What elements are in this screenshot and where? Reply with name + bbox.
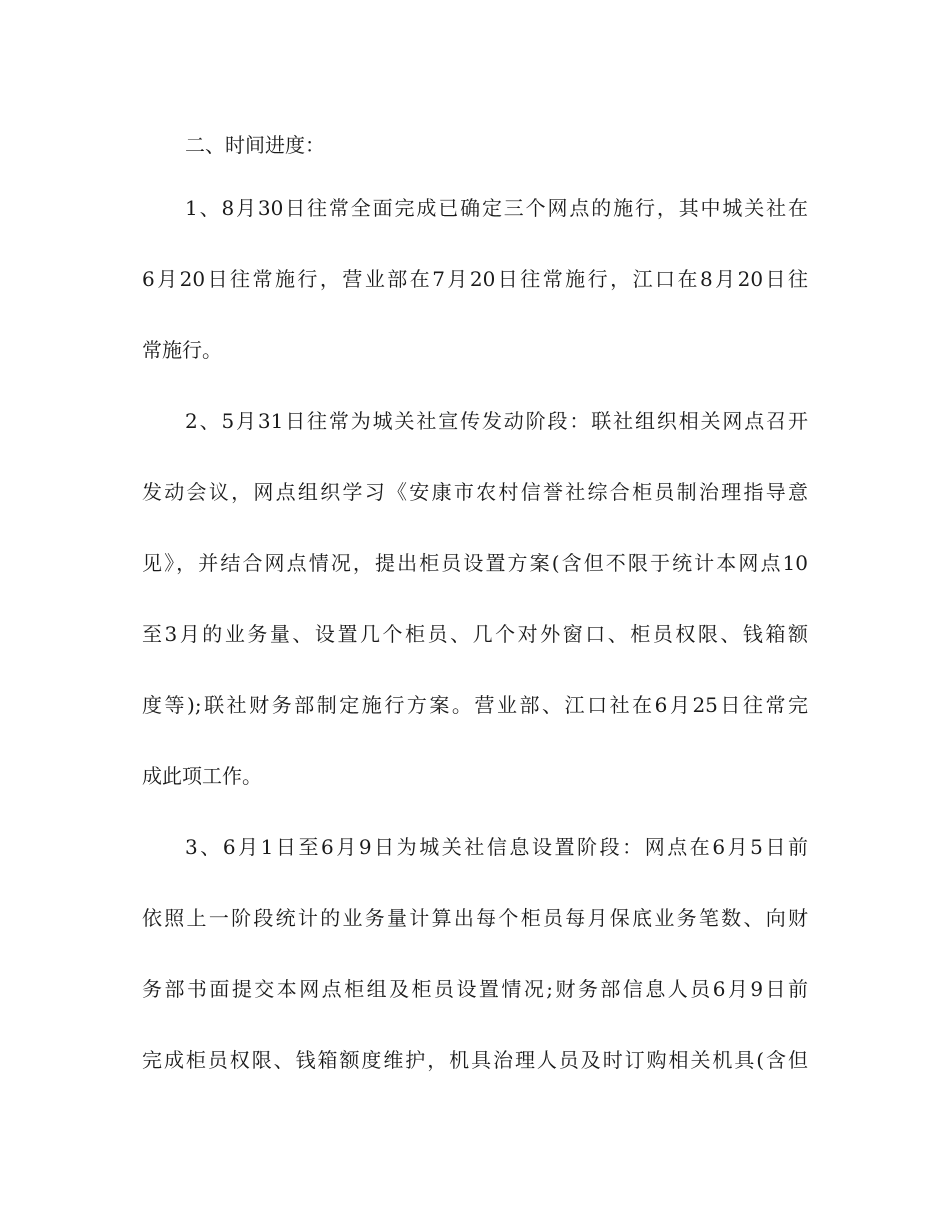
paragraph-2-line-3: 见》，并结合网点情况，提出柜员设置方案(含但不限于统计本网点10 xyxy=(142,551,808,575)
paragraph-3-line-1: 3、6月1日至6月9日为城关社信息设置阶段：网点在6月5日前 xyxy=(185,835,808,859)
paragraph-2-line-1: 2、5月31日往常为城关社宣传发动阶段：联社组织相关网点召开 xyxy=(185,409,808,433)
section-heading: 二、时间进度： xyxy=(185,133,325,157)
paragraph-1-line-3: 常施行。 xyxy=(142,338,222,362)
paragraph-1-line-2: 6月20日往常施行，营业部在7月20日往常施行，江口在8月20日往 xyxy=(142,267,808,291)
paragraph-3-line-4: 完成柜员权限、钱箱额度维护，机具治理人员及时订购相关机具(含但 xyxy=(142,1048,808,1072)
paragraph-3-line-2: 依照上一阶段统计的业务量计算出每个柜员每月保底业务笔数、向财 xyxy=(142,906,808,930)
paragraph-2-line-2: 发动会议，网点组织学习《安康市农村信誉社综合柜员制治理指导意 xyxy=(142,480,808,504)
paragraph-2-line-5: 度等);联社财务部制定施行方案。营业部、江口社在6月25日往常完 xyxy=(142,693,808,717)
paragraph-1-line-1: 1、8月30日往常全面完成已确定三个网点的施行，其中城关社在 xyxy=(185,196,808,220)
paragraph-2-line-4: 至3月的业务量、设置几个柜员、几个对外窗口、柜员权限、钱箱额 xyxy=(142,622,808,646)
paragraph-2-line-6: 成此项工作。 xyxy=(142,764,262,788)
paragraph-3-line-3: 务部书面提交本网点柜组及柜员设置情况;财务部信息人员6月9日前 xyxy=(142,977,808,1001)
